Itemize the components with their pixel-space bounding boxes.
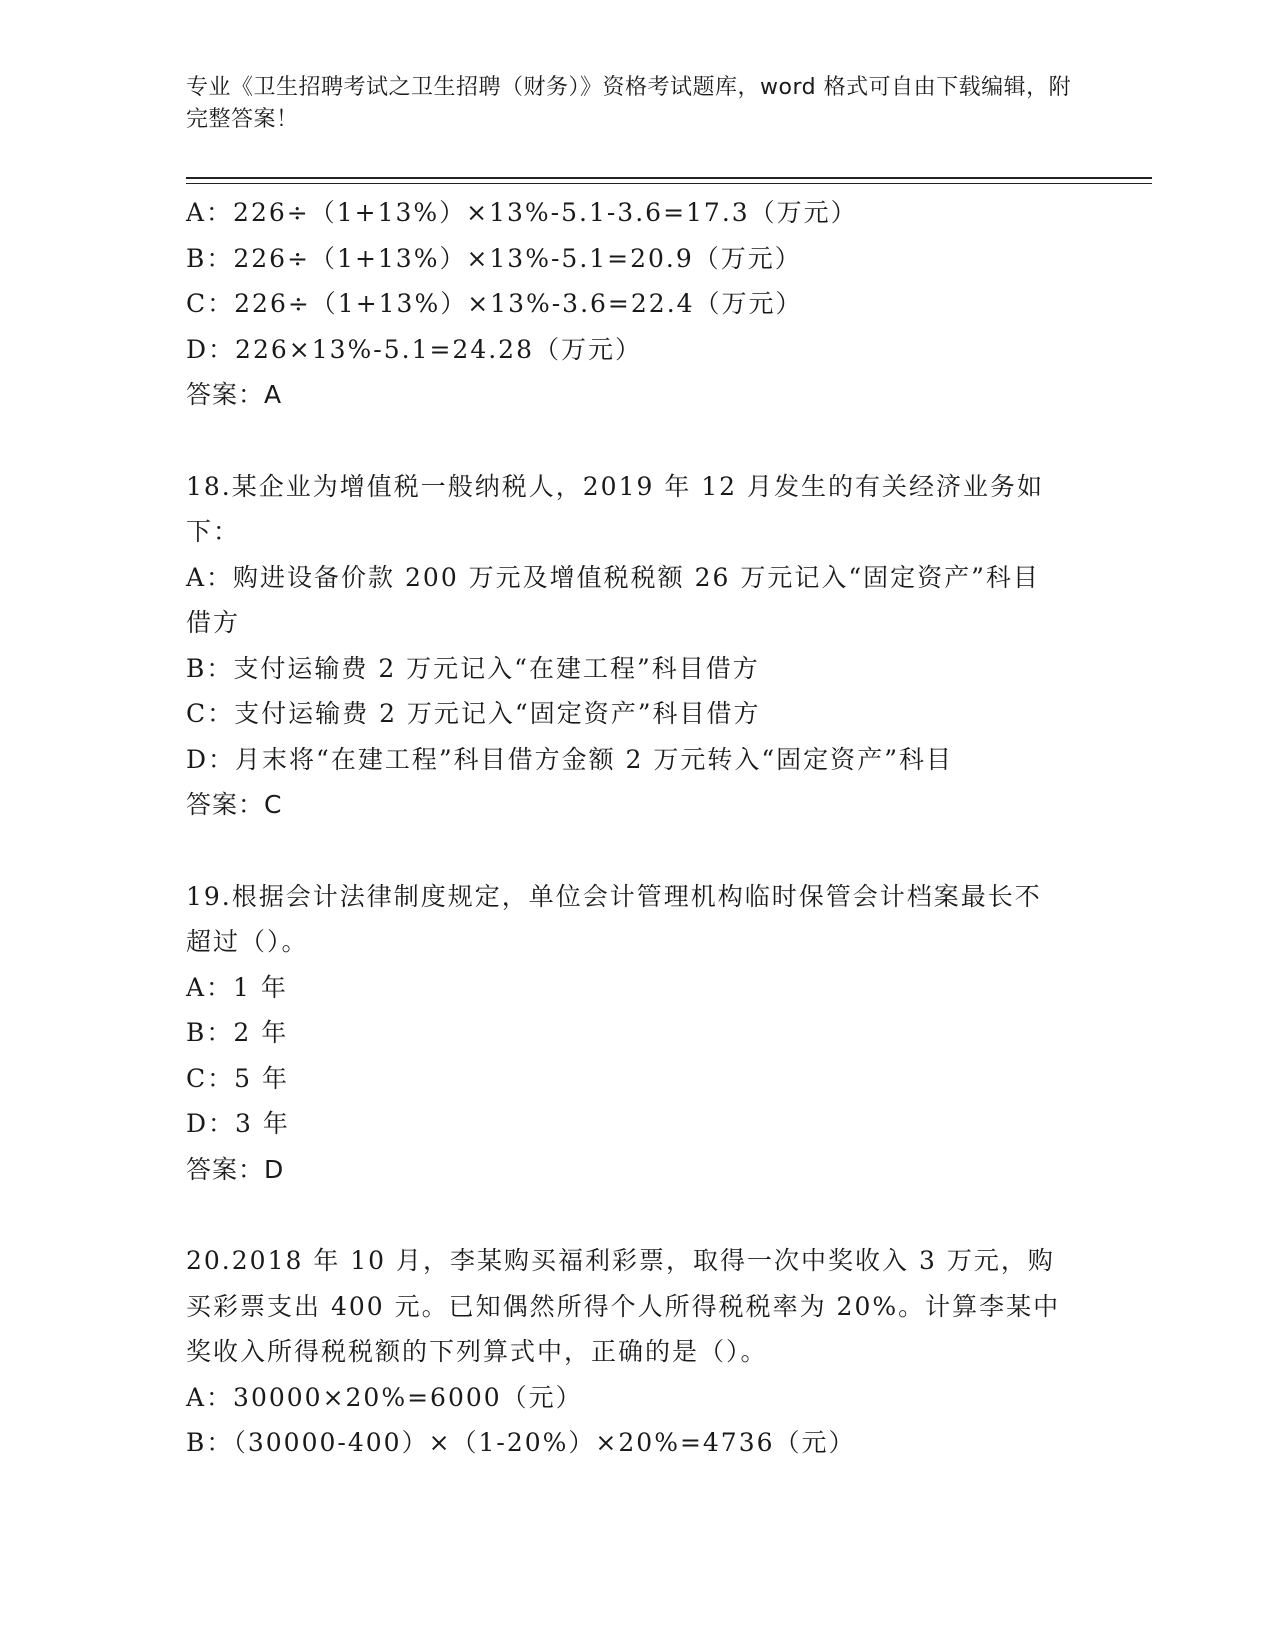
option-d: D：月末将“在建工程”科目借方金额 2 万元转入“固定资产”科目 [186,744,953,774]
option-a: A：30000×20%=6000（元） [186,1382,583,1412]
answer: 答案：C [186,790,283,819]
answer: 答案：D [186,1154,285,1184]
option-c: C：5 年 [186,1063,289,1093]
option-d: D：226×13%-5.1=24.28（万元） [186,334,642,364]
header-rule-thin [186,183,1152,184]
answer: 答案：A [186,380,283,409]
option-c: C：支付运输费 2 万元记入“固定资产”科目借方 [186,699,761,728]
question-content [186,190,1086,1466]
document-header: 专业《卫生招聘考试之卫生招聘（财务）》资格考试题库，word 格式可自由下载编辑，附完整答案！ [186,75,1072,132]
option-b: B：226÷（1+13%）×13%-5.1=20.9（万元） [186,243,802,273]
option-a: A：226÷（1+13%）×13%-5.1-3.6=17.3（万元） [186,198,858,227]
option-b: B：2 年 [186,1018,289,1047]
question-18 [186,464,1086,828]
question-17 [186,190,1086,418]
option-c: C：226÷（1+13%）×13%-3.6=22.4（万元） [186,289,803,318]
question-title: 19.根据会计法律制度规定，单位会计管理机构临时保管会计档案最长不超过（）。 [186,881,1042,956]
question-title: 20.2018 年 10 月，李某购买福利彩票，取得一次中奖收入 3 万元，购买彩票支出 400 元。已知偶然所得个人所得税税率为 20%。计算李某中奖收入所得税税额的下列算式中，正确的是（）。 [186,1246,1061,1366]
option-b: B：支付运输费 2 万元记入“在建工程”科目借方 [186,653,760,683]
option-a: A：购进设备价款 200 万元及增值税税额 26 万元记入“固定资产”科目借方 [186,562,1040,637]
spacer [186,828,1086,874]
header-rule-thick [186,177,1152,179]
option-b: B：（30000-400）×（1-20%）×20%=4736（元） [186,1428,856,1457]
option-d: D：3 年 [186,1109,290,1138]
question-19 [186,874,1086,1193]
question-title: 18.某企业为增值税一般纳税人，2019 年 12 月发生的有关经济业务如下： [186,471,1045,546]
question-20 [186,1238,1086,1466]
spacer [186,1192,1086,1238]
option-a: A：1 年 [186,972,288,1002]
spacer [186,418,1086,464]
